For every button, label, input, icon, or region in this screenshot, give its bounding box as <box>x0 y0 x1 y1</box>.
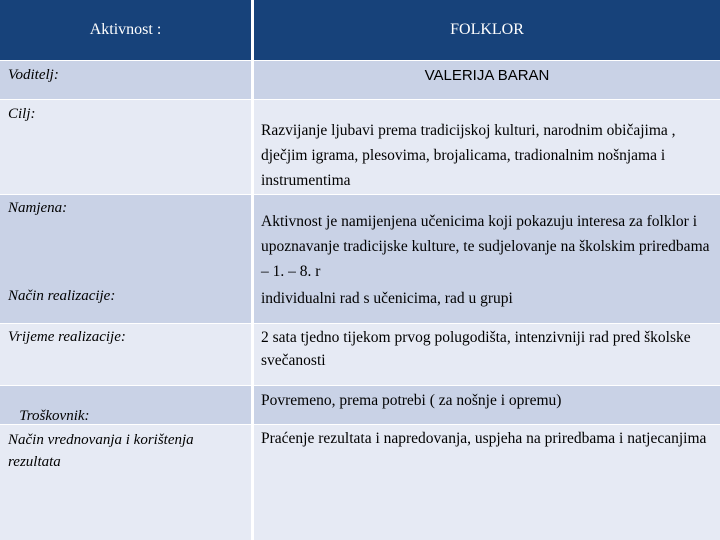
row-cilj-label-cell <box>0 100 251 194</box>
row-vrijeme-value-cell <box>254 324 720 385</box>
row-namjena-value-cell <box>254 195 720 285</box>
row-value: individualni rad s učenicima, rad u grupi <box>261 290 513 307</box>
row-label: Voditelj: <box>8 67 59 83</box>
row-value: Razvijanje ljubavi prema tradicijskoj kulturi, narodnim običajima , dječjim igrama, plesovima, brojalicama, tradionalnim nošnjama i instrumentima <box>261 122 676 189</box>
row-namjena-label-cell <box>0 195 251 285</box>
row-nacin-realizacije-value-cell <box>254 285 720 323</box>
row-nacin-realizacije-label-cell <box>0 285 251 323</box>
row-troskovnik-value-cell <box>254 386 720 424</box>
header-value: FOLKLOR <box>450 21 524 38</box>
header-label-cell <box>0 0 251 60</box>
header-value-cell <box>254 0 720 60</box>
row-label: Namjena: <box>8 200 68 216</box>
row-value: Povremeno, prema potrebi ( za nošnje i opremu) <box>261 392 562 409</box>
row-troskovnik-label-cell <box>0 386 251 424</box>
row-voditelj-label-cell <box>0 61 251 99</box>
row-value: VALERIJA BARAN <box>424 67 550 84</box>
row-value: Aktivnost je namijenjena učenicima koji pokazuju interesa za folklor i upoznavanje tradicijske kulture, te sudjelovanje na školskim priredbama – 1. – 8. r <box>261 213 710 280</box>
row-vrijeme-label-cell <box>0 324 251 385</box>
row-vrednovanje-label-cell <box>0 425 251 540</box>
row-voditelj-value-cell <box>254 61 720 99</box>
row-value: 2 sata tjedno tijekom prvog polugodišta, intenzivniji rad pred školske svečanosti <box>261 329 691 369</box>
row-label: Cilj: <box>8 106 36 122</box>
row-label: Način realizacije: <box>8 288 116 304</box>
header-label: Aktivnost : <box>89 21 162 38</box>
row-cilj-value-cell <box>254 100 720 194</box>
row-value: Praćenje rezultata i napredovanja, uspjeha na priredbama i natjecanjima <box>261 430 707 447</box>
row-vrednovanje-value-cell <box>254 425 720 540</box>
row-label: Troškovnik: <box>15 408 90 424</box>
row-label: Vrijeme realizacije: <box>8 329 126 345</box>
row-label: Način vrednovanja i korištenja rezultata <box>8 432 194 470</box>
